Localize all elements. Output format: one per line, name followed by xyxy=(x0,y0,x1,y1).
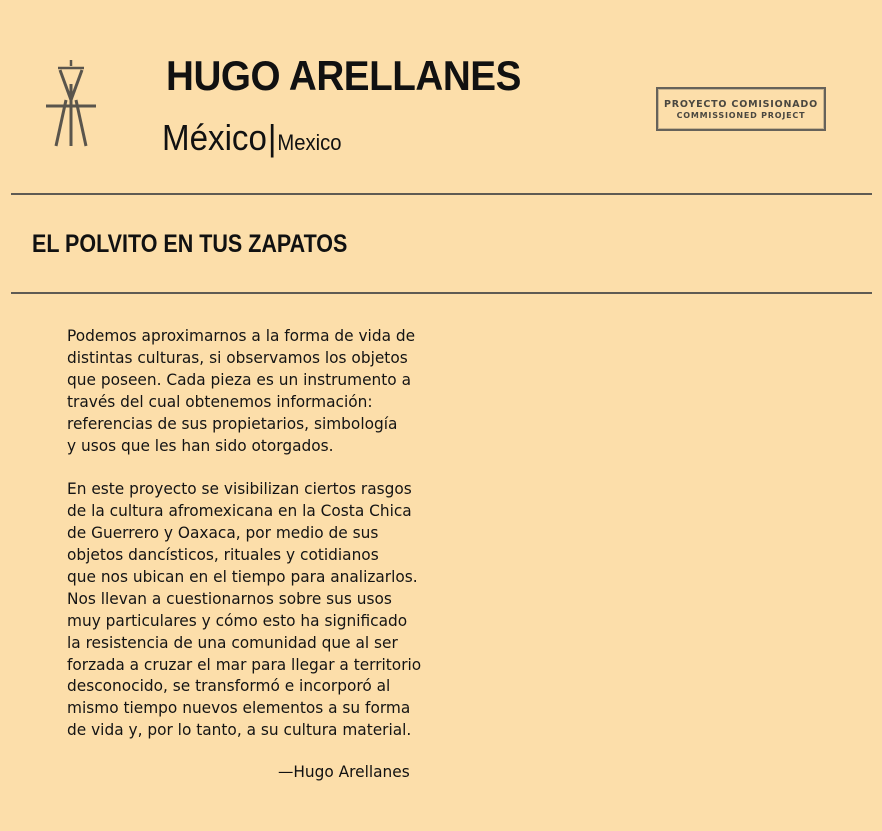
country-spanish: México xyxy=(162,117,267,158)
statement-signature: —Hugo Arellanes xyxy=(278,762,410,781)
country-english: Mexico xyxy=(277,130,342,155)
easel-a-monogram-icon xyxy=(44,60,98,148)
statement-body xyxy=(67,325,487,741)
country-separator: | xyxy=(267,117,277,158)
artist-name: HUGO ARELLANES xyxy=(166,52,521,99)
top-divider xyxy=(11,193,872,195)
country-line xyxy=(162,116,341,168)
project-title: EL POLVITO EN TUS ZAPATOS xyxy=(32,230,348,258)
badge-text-english: COMMISSIONED PROJECT xyxy=(676,111,806,120)
commissioned-project-badge xyxy=(656,87,826,131)
statement-paragraph-1: Podemos aproximarnos a la forma de vida de distintas culturas, si observamos los objetos que poseen. Cada pieza es un instrumento a través del cual obtenemos información: referencias de sus propietarios, simbología y usos que les han sido otorgados. xyxy=(67,326,416,455)
statement-paragraph-2: En este proyecto se visibilizan ciertos rasgos de la cultura afromexicana en la Costa Chica de Guerrero y Oaxaca, por medio de sus objetos dancísticos, rituales y cotidianos que nos ubican en el tiempo para analizarlos. Nos llevan a cuestionarnos sobre sus usos muy particulares y cómo esto ha significado la resistencia de una comunidad que al ser forzada a cruzar el mar para llegar a territorio desconocido, se transformó e incorporó al mismo tiempo nuevos elementos a su forma de vida y, por lo tanto, a su cultura material. xyxy=(67,479,422,740)
bottom-divider xyxy=(11,292,872,294)
badge-text-spanish: PROYECTO COMISIONADO xyxy=(664,99,818,110)
